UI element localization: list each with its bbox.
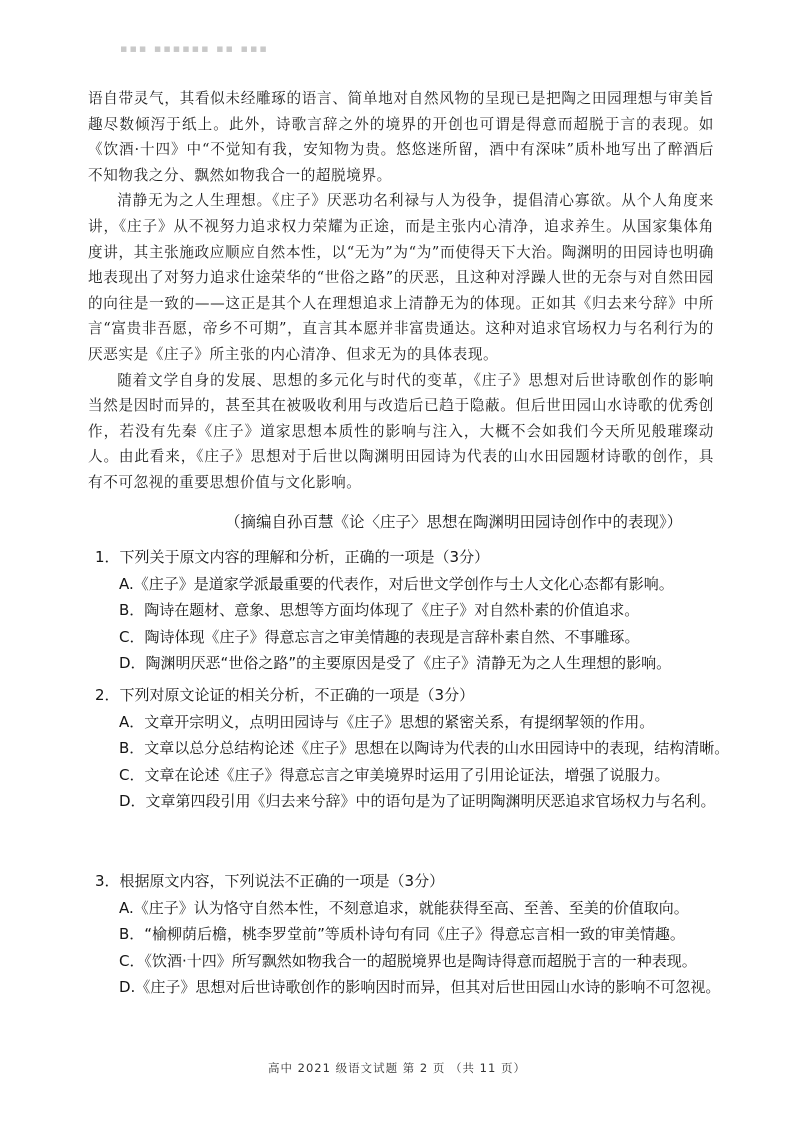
- question-stem: 1．下列关于原文内容的理解和分析，正确的一项是（3分）: [95, 548, 490, 566]
- option-a: A.《庄子》认为恪守自然本性，不刻意追求，就能获得至高、至善、至美的价值取向。: [119, 898, 689, 917]
- option-a: A.《庄子》是道家学派最重要的代表作，对后世文学创作与士人文化心态都有影响。: [119, 574, 674, 593]
- reading-passage: [88, 86, 714, 496]
- option-c: C．《饮酒·十四》所写飘然如物我合一的超脱境界也是陶诗得意而超脱于言的一种表现。: [119, 951, 697, 970]
- option-b: B．“榆柳荫后檐，桃李罗堂前”等质朴诗句有同《庄子》得意忘言相一致的审美情趣。: [119, 925, 685, 943]
- option-b: B．文章以总分总结构论述《庄子》思想在以陶诗为代表的山水田园诗中的表现，结构清晰。: [119, 739, 730, 757]
- question-stem: 3．根据原文内容，下列说法不正确的一项是（3分）: [95, 872, 445, 890]
- question-3: [95, 868, 735, 1001]
- question-1: [95, 544, 735, 677]
- option-d: D．文章第四段引用《归去来兮辞》中的语句是为了证明陶渊明厌恶追求官场权力与名利。: [119, 792, 716, 810]
- option-a: A．文章开宗明义，点明田园诗与《庄子》思想的紧密关系，有提纲挈领的作用。: [119, 712, 655, 731]
- option-c: C．文章在论述《庄子》得意忘言之审美境界时运用了引用论证法，增强了说服力。: [119, 765, 670, 784]
- page-footer: 高中 2021 级语文试题 第 2 页 （共 11 页）: [268, 1061, 526, 1075]
- question-stem: 2．下列对原文论证的相关分析，不正确的一项是（3分）: [95, 686, 475, 704]
- passage-paragraph: 清静无为之人生理想。《庄子》厌恶功名利禄与人为役争，提倡清心寡欲。从个人角度来讲，《庄子》从不视努力追求权力荣耀为正途，而是主张内心清净，追求养生。从国家集体角度讲，其主张施政应顺应自然本性，以“无为”为“为”而使得天下大治。陶渊明的田园诗也明确地表现出了对努力追求仕途荣华的“世俗之路”的厌恶，且这种对浮躁人世的无奈与对自然田园的向往是一致的——这正是其个人在理想追求上清静无为的体现。正如其《归去来兮辞》中所言“富贵非吾愿，帝乡不可期”，直言其本愿并非富贵通达。这种对追求官场权力与名利行为的厌恶实是《庄子》所主张的内心清净、但求无为的具体表现。: [88, 192, 714, 363]
- question-2: [95, 682, 735, 815]
- passage-paragraph: 语自带灵气，其看似未经雕琢的语言、简单地对自然风物的呈现已是把陶之田园理想与审美旨趣尽数倾泻于纸上。此外，诗歌言辞之外的境界的开创也可谓是得意而超脱于言的表现。如《饮酒·十四》中“不觉知有我，安知物为贵。悠悠迷所留，酒中有深味”质朴地写出了醉酒后不知物我之分、飘然如物我合一的超脱境界。: [88, 90, 714, 184]
- passage-source: （摘编自孙百慧《论〈庄子〉思想在陶渊明田园诗创作中的表现》）: [225, 513, 683, 531]
- option-d: D.《庄子》思想对后世诗歌创作的影响因时而异，但其对后世田园山水诗的影响不可忽视。: [119, 978, 721, 996]
- option-b: B．陶诗在题材、意象、思想等方面均体现了《庄子》对自然朴素的价值追求。: [119, 601, 640, 619]
- faded-header: ▪▪▪ ▪▪▪▪▪▪ ▪▪ ▪▪▪: [120, 42, 269, 55]
- option-c: C．陶诗体现《庄子》得意忘言之审美情趣的表现是言辞朴素自然、不事雕琢。: [119, 627, 640, 646]
- passage-paragraph: 随着文学自身的发展、思想的多元化与时代的变革，《庄子》思想对后世诗歌创作的影响当然是因时而异的，甚至其在被吸收利用与改造后已趋于隐蔽。但后世田园山水诗歌的优秀创作，若没有先秦《庄子》道家思想本质性的影响与注入，大概不会如我们今天所见般璀璨动人。由此看来，《庄子》思想对于后世以陶渊明田园诗为代表的山水田园题材诗歌的创作，具有不可忽视的重要思想价值与文化影响。: [88, 371, 714, 491]
- option-d: D．陶渊明厌恶“世俗之路”的主要原因是受了《庄子》清静无为之人生理想的影响。: [119, 654, 672, 672]
